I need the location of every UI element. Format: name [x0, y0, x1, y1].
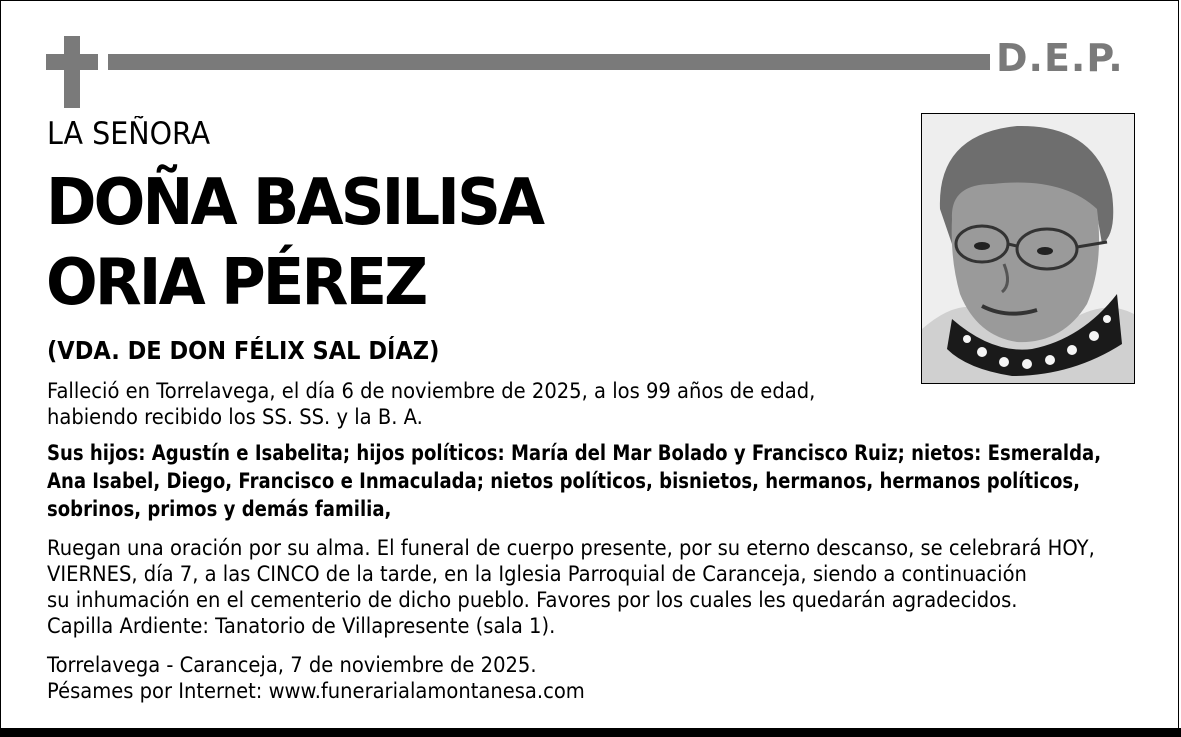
portrait-photo: [921, 113, 1135, 384]
condolences-line: Pésames por Internet: www.funerarialamontanesa.com: [47, 679, 585, 703]
portrait-icon: [922, 114, 1134, 383]
family-line1: Sus hijos: Agustín e Isabelita; hijos políticos: María del Mar Bolado y Francisco Ruiz; nietos: Esmeralda,: [47, 441, 1102, 465]
header-rule: [108, 54, 990, 70]
funeral-line3: su inhumación en el cementerio de dicho pueblo. Favores por los cuales les quedarán agradecidos.: [47, 588, 1018, 612]
funeral-line1: Ruegan una oración por su alma. El funeral de cuerpo presente, por su eterno descanso, se celebrará HOY,: [47, 536, 1095, 560]
chapel-line: Capilla Ardiente: Tanatorio de Villapresente (sala 1).: [47, 614, 556, 638]
dep-emblem: D.E.P.: [996, 36, 1124, 80]
deceased-name-line2: ORIA PÉREZ: [46, 246, 426, 320]
notice-title: LA SEÑORA: [47, 116, 211, 152]
place-date-line: Torrelavega - Caranceja, 7 de noviembre de 2025.: [47, 653, 537, 677]
death-line1: Falleció en Torrelavega, el día 6 de noviembre de 2025, a los 99 años de edad,: [47, 379, 816, 403]
widow-of-line: (VDA. DE DON FÉLIX SAL DÍAZ): [47, 336, 440, 365]
family-line2: Ana Isabel, Diego, Francisco e Inmaculada; nietos políticos, bisnietos, hermanos, hermanos políticos,: [47, 469, 1081, 493]
bottom-rule: [0, 728, 1181, 737]
deceased-name-line1: DOÑA BASILISA: [46, 166, 543, 240]
funeral-line2: VIERNES, día 7, a las CINCO de la tarde, en la Iglesia Parroquial de Caranceja, siendo a continuación: [47, 562, 1027, 586]
death-line2: habiendo recibido los SS. SS. y la B. A.: [47, 405, 423, 429]
latin-cross-icon-bar: [46, 54, 98, 70]
latin-cross-icon: [64, 36, 80, 108]
family-line3: sobrinos, primos y demás familia,: [47, 497, 392, 521]
